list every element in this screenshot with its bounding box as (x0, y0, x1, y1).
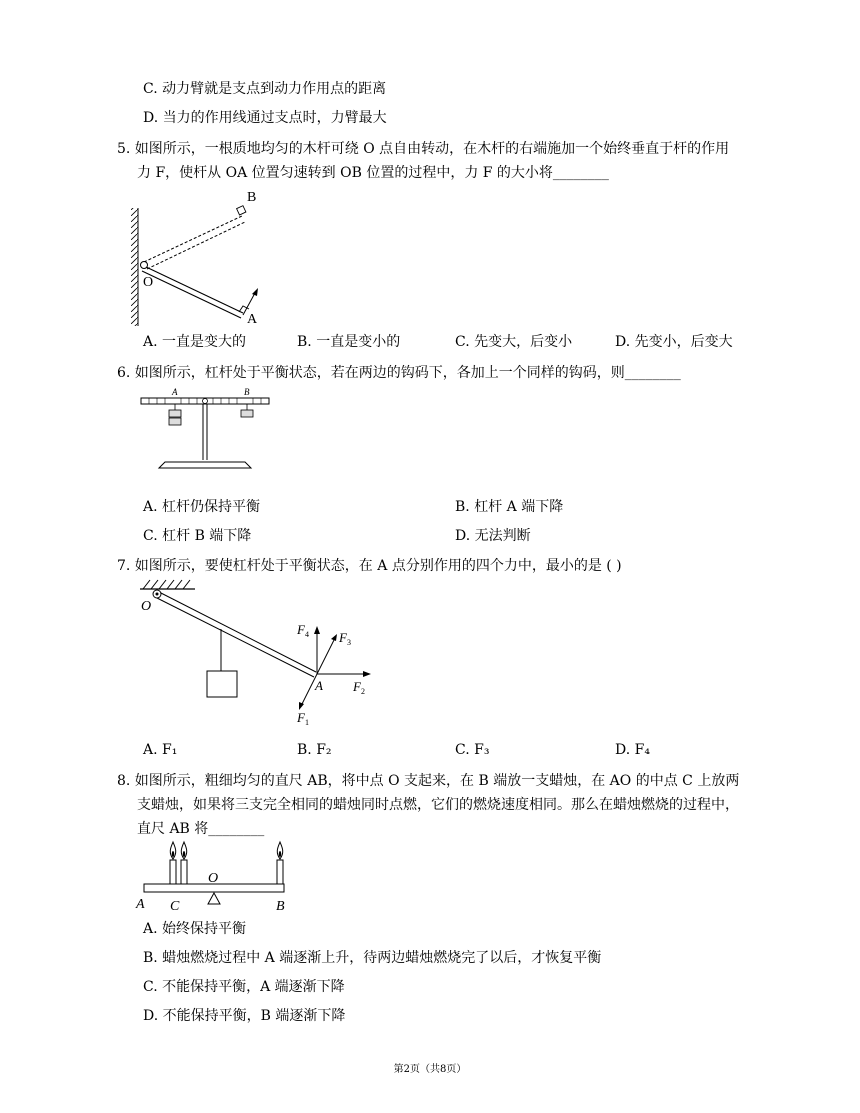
q5-stem-line2: 力 F，使杆从 OA 位置匀速转到 OB 位置的过程中，力 F 的大小将________ (137, 165, 609, 181)
q7-label-a: A (315, 678, 323, 693)
q5-label-b: B (247, 190, 257, 205)
q8-option-c[interactable]: C. 不能保持平衡，A 端逐渐下降 (143, 979, 345, 995)
q5-option-d[interactable]: D. 先变小，后变大 (615, 334, 733, 350)
q6-option-c[interactable]: C. 杠杆 B 端下降 (143, 528, 252, 544)
q6-option-a[interactable]: A. 杠杆仍保持平衡 (143, 499, 261, 515)
q6-option-b[interactable]: B. 杠杆 A 端下降 (455, 499, 564, 515)
q6-stem-line1: 6. 如图所示，杠杆处于平衡状态，若在两边的钩码下，各加上一个同样的钩码，则________ (117, 365, 681, 381)
q5-option-a[interactable]: A. 一直是变大的 (143, 334, 247, 350)
q6-option-d[interactable]: D. 无法判断 (455, 528, 531, 544)
q7-figure (135, 578, 380, 728)
q8-label-c: C (170, 899, 180, 913)
q6-label-b: B (244, 387, 250, 397)
q8-stem-line2: 支蜡烛，如果将三支完全相同的蜡烛同时点燃，它们的燃烧速度相同。那么在蜡烛燃烧的过程中， (137, 797, 739, 813)
q7-label-f1-sub: 1 (305, 718, 309, 727)
q7-label-f4-sub: 4 (305, 630, 309, 639)
q6-figure (135, 384, 275, 474)
q7-option-b[interactable]: B. F₂ (297, 742, 332, 758)
q8-label-a: A (136, 897, 145, 912)
q8-option-a[interactable]: A. 始终保持平衡 (143, 921, 247, 937)
q5-label-o: O (143, 275, 154, 290)
q8-option-d[interactable]: D. 不能保持平衡，B 端逐渐下降 (143, 1008, 346, 1024)
q7-label-f2: F (353, 679, 361, 694)
q5-option-c[interactable]: C. 先变大，后变小 (455, 334, 573, 350)
q4-option-d: D. 当力的作用线通过支点时，力臂最大 (143, 110, 387, 126)
q8-figure (130, 838, 300, 913)
q7-label-f2-sub: 2 (361, 687, 365, 696)
q5-figure (125, 186, 275, 326)
q7-stem-line1: 7. 如图所示，要使杠杆处于平衡状态，在 A 点分别作用的四个力中，最小的是 ( ) (117, 558, 622, 574)
q7-option-d[interactable]: D. F₄ (615, 742, 650, 758)
q7-label-f3-sub: 3 (347, 638, 351, 647)
q7-option-a[interactable]: A. F₁ (143, 742, 178, 758)
q5-option-b[interactable]: B. 一直是变小的 (297, 334, 401, 350)
q7-label-f1: F (297, 710, 305, 725)
q7-label-f4: F (297, 622, 305, 637)
q7-label-f3: F (339, 630, 347, 645)
q5-stem-line1: 5. 如图所示，一根质地均匀的木杆可绕 O 点自由转动，在木杆的右端施加一个始终垂直于杆的作用 (117, 141, 730, 157)
q5-label-a: A (247, 312, 258, 326)
q7-option-c[interactable]: C. F₃ (455, 742, 490, 758)
page-footer: 第2页（共8页） (393, 1064, 467, 1075)
q6-label-a: A (172, 387, 178, 397)
q8-option-b[interactable]: B. 蜡烛燃烧过程中 A 端逐渐上升，待两边蜡烛燃烧完了以后，才恢复平衡 (143, 950, 602, 966)
q7-label-o: O (141, 599, 152, 614)
q8-label-o: O (208, 871, 219, 886)
q8-label-b: B (276, 899, 285, 913)
wall (131, 208, 138, 326)
q8-stem-line3: 直尺 AB 将________ (137, 821, 265, 837)
q8-stem-line1: 8. 如图所示，粗细均匀的直尺 AB，将中点 O 支起来，在 B 端放一支蜡烛，在 AO 的中点 C 上放两 (117, 773, 740, 789)
q4-option-c: C. 动力臂就是支点到动力作用点的距离 (143, 81, 387, 97)
